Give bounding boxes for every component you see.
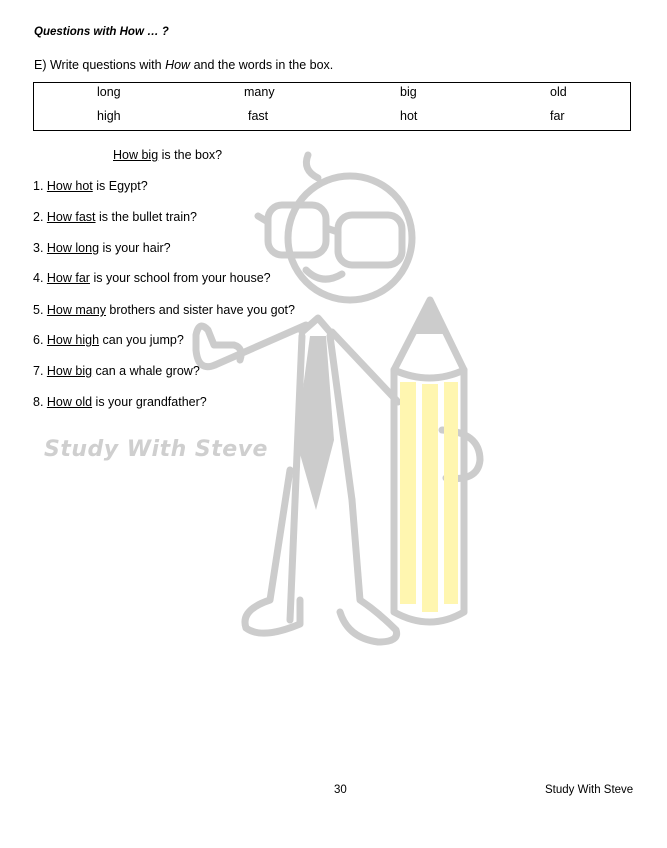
question-text: is the bullet train? xyxy=(95,210,197,224)
question-text: is Egypt? xyxy=(92,179,148,193)
question-answer: How old xyxy=(46,395,93,409)
question-text: is your school from your house? xyxy=(89,271,271,285)
question-text: can you jump? xyxy=(99,333,184,347)
question-number: 1. xyxy=(33,179,47,193)
question-number: 3. xyxy=(33,241,47,255)
word-box-item: far xyxy=(550,109,565,123)
instruction-emphasis: How xyxy=(165,58,191,72)
word-box-item: fast xyxy=(248,109,269,123)
watermark-text: Study With Steve xyxy=(44,437,268,462)
question-number: 4. xyxy=(33,271,47,285)
question-number: 5. xyxy=(33,303,47,317)
footer-brand: Study With Steve xyxy=(545,784,634,796)
question-number: 7. xyxy=(33,364,47,378)
question-answer: How far xyxy=(46,271,90,285)
question-item xyxy=(33,303,295,317)
example-rest: is the box? xyxy=(158,148,223,162)
question-text: brothers and sister have you got? xyxy=(105,303,295,317)
question-answer: How long xyxy=(46,241,100,255)
section-heading: Questions with How … ? xyxy=(34,26,169,38)
question-item xyxy=(33,210,197,224)
word-box-item: many xyxy=(244,85,275,99)
page-number: 30 xyxy=(334,784,347,796)
question-answer: How big xyxy=(46,364,93,378)
question-item xyxy=(33,271,271,285)
question-number: 6. xyxy=(33,333,47,347)
question-number: 8. xyxy=(33,395,47,409)
question-number: 2. xyxy=(33,210,47,224)
exercise-instruction xyxy=(34,58,333,72)
question-item xyxy=(33,241,171,255)
example-question xyxy=(113,148,222,162)
instruction-prefix: E) Write questions with xyxy=(34,58,166,72)
question-answer: How high xyxy=(46,333,100,347)
word-box-item: big xyxy=(400,85,417,99)
word-box-item: old xyxy=(550,85,567,99)
question-item xyxy=(33,395,207,409)
question-answer: How many xyxy=(46,303,106,317)
instruction-suffix: and the words in the box. xyxy=(190,58,334,72)
question-answer: How hot xyxy=(46,179,93,193)
word-box-item: long xyxy=(97,85,121,99)
question-text: is your hair? xyxy=(99,241,171,255)
question-text: is your grandfather? xyxy=(92,395,207,409)
question-item xyxy=(33,333,184,347)
question-item xyxy=(33,364,200,378)
question-answer: How fast xyxy=(46,210,96,224)
word-box-item: hot xyxy=(400,109,418,123)
example-answer: How big xyxy=(113,148,159,162)
word-box-item: high xyxy=(97,109,121,123)
word-box xyxy=(33,82,631,131)
question-text: can a whale grow? xyxy=(92,364,200,378)
question-item xyxy=(33,179,148,193)
